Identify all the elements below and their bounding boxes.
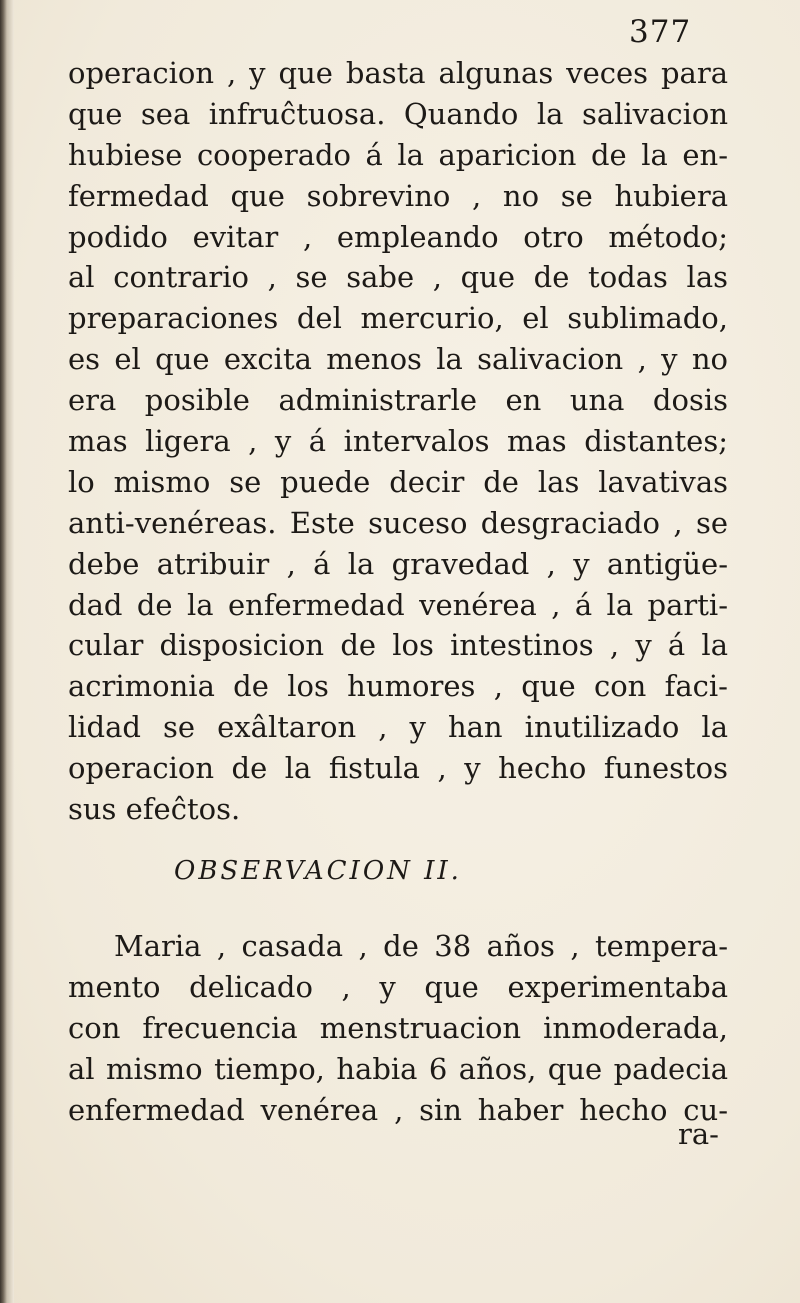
paragraph-1 (68, 53, 728, 830)
text-line: mas ligera , y á intervalos mas distantes; (68, 424, 728, 459)
text-line: que sea infruĉtuosa. Quando la salivacion (68, 96, 728, 131)
text-line: fermedad que sobrevino , no se hubiera (68, 178, 728, 213)
text-line: mento delicado , y que experimentaba (68, 969, 728, 1004)
text-line: sus efeĉtos. (68, 792, 241, 827)
text-line: preparaciones del mercurio, el sublimado, (68, 301, 728, 336)
section-heading: OBSERVACION II. (174, 856, 462, 886)
text-line: es el que excita menos la salivacion , y no (68, 342, 728, 377)
text-line: operacion de la fistula , y hecho funestos (68, 751, 728, 786)
text-line: al mismo tiempo, habia 6 años, que padecia (68, 1051, 728, 1086)
text-line: anti-venéreas. Este suceso desgraciado , se (68, 505, 728, 540)
text-line: lidad se exâltaron , y han inutilizado la (68, 710, 728, 745)
text-line: podido evitar , empleando otro método; (68, 219, 728, 254)
text-line: con frecuencia menstruacion inmoderada, (68, 1010, 728, 1045)
text-line: enfermedad venérea , sin haber hecho cu- (68, 1092, 728, 1127)
text-line: operacion , y que basta algunas veces para (68, 56, 728, 90)
paragraph-2 (68, 926, 728, 1130)
text-line: al contrario , se sabe , que de todas las (68, 260, 728, 295)
page-number: 377 (629, 14, 692, 50)
text-line: debe atribuir , á la gravedad , y antigüe- (68, 546, 728, 581)
text-line: acrimonia de los humores , que con faci- (68, 669, 728, 704)
page-binding-edge (0, 0, 14, 1303)
text-line: lo mismo se puede decir de las lavativas (68, 464, 728, 499)
text-line: Maria , casada , de 38 años , tempera- (114, 929, 728, 963)
text-line: cular disposicion de los intestinos , y á la (68, 628, 728, 663)
text-line: dad de la enfermedad venérea , á la parti- (68, 587, 728, 622)
catchword: ra- (678, 1117, 719, 1151)
text-line: era posible administrarle en una dosis (68, 383, 728, 418)
text-line: hubiese cooperado á la aparicion de la en- (68, 137, 728, 172)
